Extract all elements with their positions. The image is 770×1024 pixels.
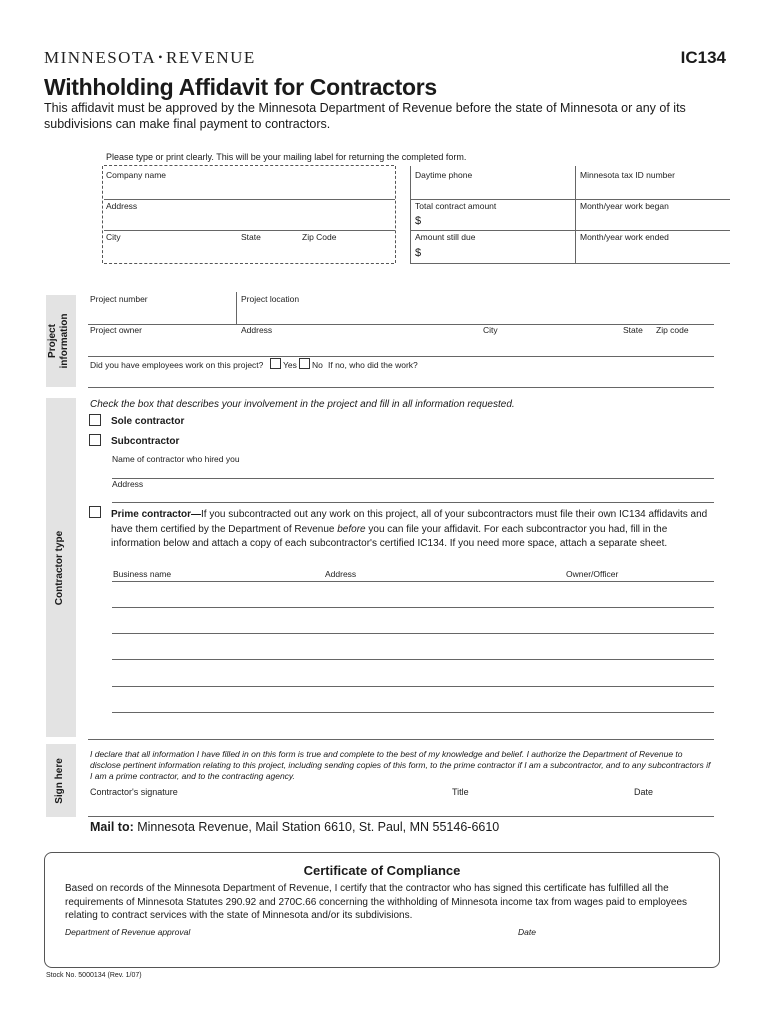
project-address-label: Address	[241, 325, 273, 335]
mailing-frame-right	[395, 166, 396, 263]
contractor-type-side-label: Contractor type	[54, 530, 65, 606]
mailing-frame-bottom	[104, 263, 394, 264]
owner-officer-column: Owner/Officer	[566, 569, 619, 579]
subcontractor-row-3[interactable]	[112, 633, 714, 634]
signature-label: Contractor's signature	[90, 787, 178, 797]
project-number-label: Project number	[90, 294, 148, 304]
mailing-instruction: Please type or print clearly. This will be your mailing label for returning the completed form.	[106, 152, 467, 162]
employees-question: Did you have employees work on this project?	[90, 360, 264, 370]
project-line-3	[88, 387, 714, 388]
work-ended-field[interactable]	[576, 244, 730, 261]
hired-by-field[interactable]	[112, 463, 714, 477]
subcontractor-row-4[interactable]	[112, 659, 714, 660]
certificate-text: Based on records of the Minnesota Department of Revenue, I certify that the contractor who has signed this certificate has fulfilled all the requirements of Minnesota Statutes 290.92 and 270C.66 concerning the withholding of Minnesota income tax from wages paid to employees relating to contract services with the state of Minnesota and/or its subdivisions.	[65, 883, 688, 921]
employees-no-followup: If no, who did the work?	[328, 360, 418, 370]
page-title: Withholding Affidavit for Contractors	[44, 74, 437, 100]
daytime-phone-label: Daytime phone	[415, 170, 473, 180]
prime-contractor-text	[111, 508, 715, 552]
revenue-approval-field[interactable]	[65, 937, 705, 959]
hired-by-line	[112, 478, 714, 479]
brand-name-right: REVENUE	[165, 48, 256, 67]
project-state-label: State	[623, 325, 643, 335]
brand-name-left: MINNESOTA	[44, 48, 157, 67]
subcontractor-row-6[interactable]	[112, 712, 714, 713]
hired-by-address-line	[112, 502, 714, 503]
grid-row-line-1	[410, 199, 730, 200]
project-city-label: City	[483, 325, 498, 335]
subcontractor-row-1[interactable]	[112, 581, 714, 582]
prime-text-1: If you subcontracted out any work on this project, all of your subcontractors must file their own IC134 affidavits and have them certified by the Department of Revenue	[111, 509, 708, 535]
revenue-approval-label: Department of Revenue approval	[65, 927, 191, 937]
brand-dot: •	[158, 50, 164, 64]
amount-due-dollar: $	[415, 247, 422, 259]
intro-text: This affidavit must be approved by the Minnesota Department of Revenue before the state of Minnesota or any of its subdivisions can make final payment to contractors.	[44, 101, 686, 131]
certificate-date-label: Date	[518, 927, 536, 937]
hired-by-label: Name of contractor who hired you	[112, 454, 240, 464]
state-label: State	[241, 232, 261, 242]
project-location-label: Project location	[241, 294, 300, 304]
form-number: IC134	[680, 48, 726, 67]
signature-field[interactable]	[88, 798, 714, 814]
stock-number: Stock No. 5000134 (Rev. 1/07)	[46, 972, 142, 979]
amount-due-label: Amount still due	[415, 232, 476, 242]
declaration-text: I declare that all information I have filled in on this form is true and complete to the best of my knowledge and belief. I authorize the Department of Revenue to disclose pertinent information relating to this project, including sending copies of this form, to the prime contractor if I am a subcontractor, and to any subcontractors if I am a prime contractor, and to the contracting agency.	[90, 749, 711, 781]
company-name-label: Company name	[106, 170, 167, 180]
hired-by-address-label: Address	[112, 479, 144, 489]
prime-contractor-checkbox[interactable]	[89, 506, 101, 518]
work-ended-label: Month/year work ended	[580, 232, 669, 242]
daytime-phone-field[interactable]	[411, 181, 574, 198]
contractor-type-bottom-line	[88, 739, 714, 740]
prime-text-2: you can file your affidavit. For each subcontractor you had, fill in the information below and attach a copy of each subcontractor's certified IC134. If you need more space, attach a separate sheet.	[111, 523, 668, 549]
who-did-work-field[interactable]	[422, 357, 714, 371]
amount-due-field[interactable]	[426, 244, 574, 261]
contractor-type-instruction: Check the box that describes your involvement in the project and fill in all information requested.	[90, 399, 515, 410]
employees-no-checkbox[interactable]	[299, 358, 310, 369]
tax-id-field[interactable]	[576, 181, 730, 198]
sign-here-side-label: Sign here	[54, 758, 65, 804]
project-info-side-label	[47, 296, 75, 386]
grid-row-line-2	[410, 230, 730, 231]
total-contract-label: Total contract amount	[415, 201, 497, 211]
work-began-field[interactable]	[576, 212, 730, 229]
project-line-1	[88, 324, 714, 325]
city-state-zip-field[interactable]	[104, 243, 395, 261]
signature-line	[88, 816, 714, 817]
grid-row-line-3	[410, 263, 730, 264]
total-contract-dollar: $	[415, 215, 422, 227]
project-location-field[interactable]	[238, 305, 714, 322]
subcontractor-checkbox[interactable]	[89, 434, 101, 446]
tax-id-label: Minnesota tax ID number	[580, 170, 675, 180]
sign-date-label: Date	[634, 787, 654, 797]
mail-to-label: Mail to:	[90, 820, 134, 834]
project-divider	[236, 292, 237, 324]
work-began-label: Month/year work began	[580, 201, 669, 211]
hired-by-address-field[interactable]	[112, 489, 714, 501]
subcontractor-row-5[interactable]	[112, 686, 714, 687]
zip-label: Zip Code	[302, 232, 337, 242]
address-field[interactable]	[104, 230, 395, 231]
subcontractor-address-column: Address	[325, 569, 357, 579]
subcontractor-label: Subcontractor	[111, 436, 180, 447]
sign-title-label: Title	[452, 787, 469, 797]
sole-contractor-label: Sole contractor	[111, 416, 185, 427]
mailing-frame-top	[104, 165, 394, 166]
business-name-column: Business name	[113, 569, 172, 579]
prime-contractor-label: Prime contractor—	[111, 509, 202, 520]
project-side-label-line2: information	[59, 313, 70, 369]
sole-contractor-checkbox[interactable]	[89, 414, 101, 426]
mail-to	[90, 820, 499, 834]
project-owner-field[interactable]	[88, 336, 714, 354]
employees-yes-checkbox[interactable]	[270, 358, 281, 369]
company-name-field[interactable]	[104, 199, 395, 200]
address-label: Address	[106, 201, 138, 211]
project-side-label-line1: Project	[47, 324, 58, 358]
brand-logo	[44, 48, 256, 68]
employees-yes-label: Yes	[283, 360, 297, 370]
project-number-field[interactable]	[88, 305, 234, 322]
employees-no-label: No	[312, 360, 323, 370]
mail-to-address: Minnesota Revenue, Mail Station 6610, St. Paul, MN 55146-6610	[133, 820, 500, 834]
prime-text-before: before	[337, 523, 366, 535]
mailing-frame-left	[102, 166, 103, 263]
project-owner-label: Project owner	[90, 325, 142, 335]
subcontractor-row-2[interactable]	[112, 607, 714, 608]
total-contract-field[interactable]	[426, 212, 574, 229]
certificate-title: Certificate of Compliance	[303, 863, 461, 878]
city-label: City	[106, 232, 121, 242]
project-zip-label: Zip code	[656, 325, 689, 335]
